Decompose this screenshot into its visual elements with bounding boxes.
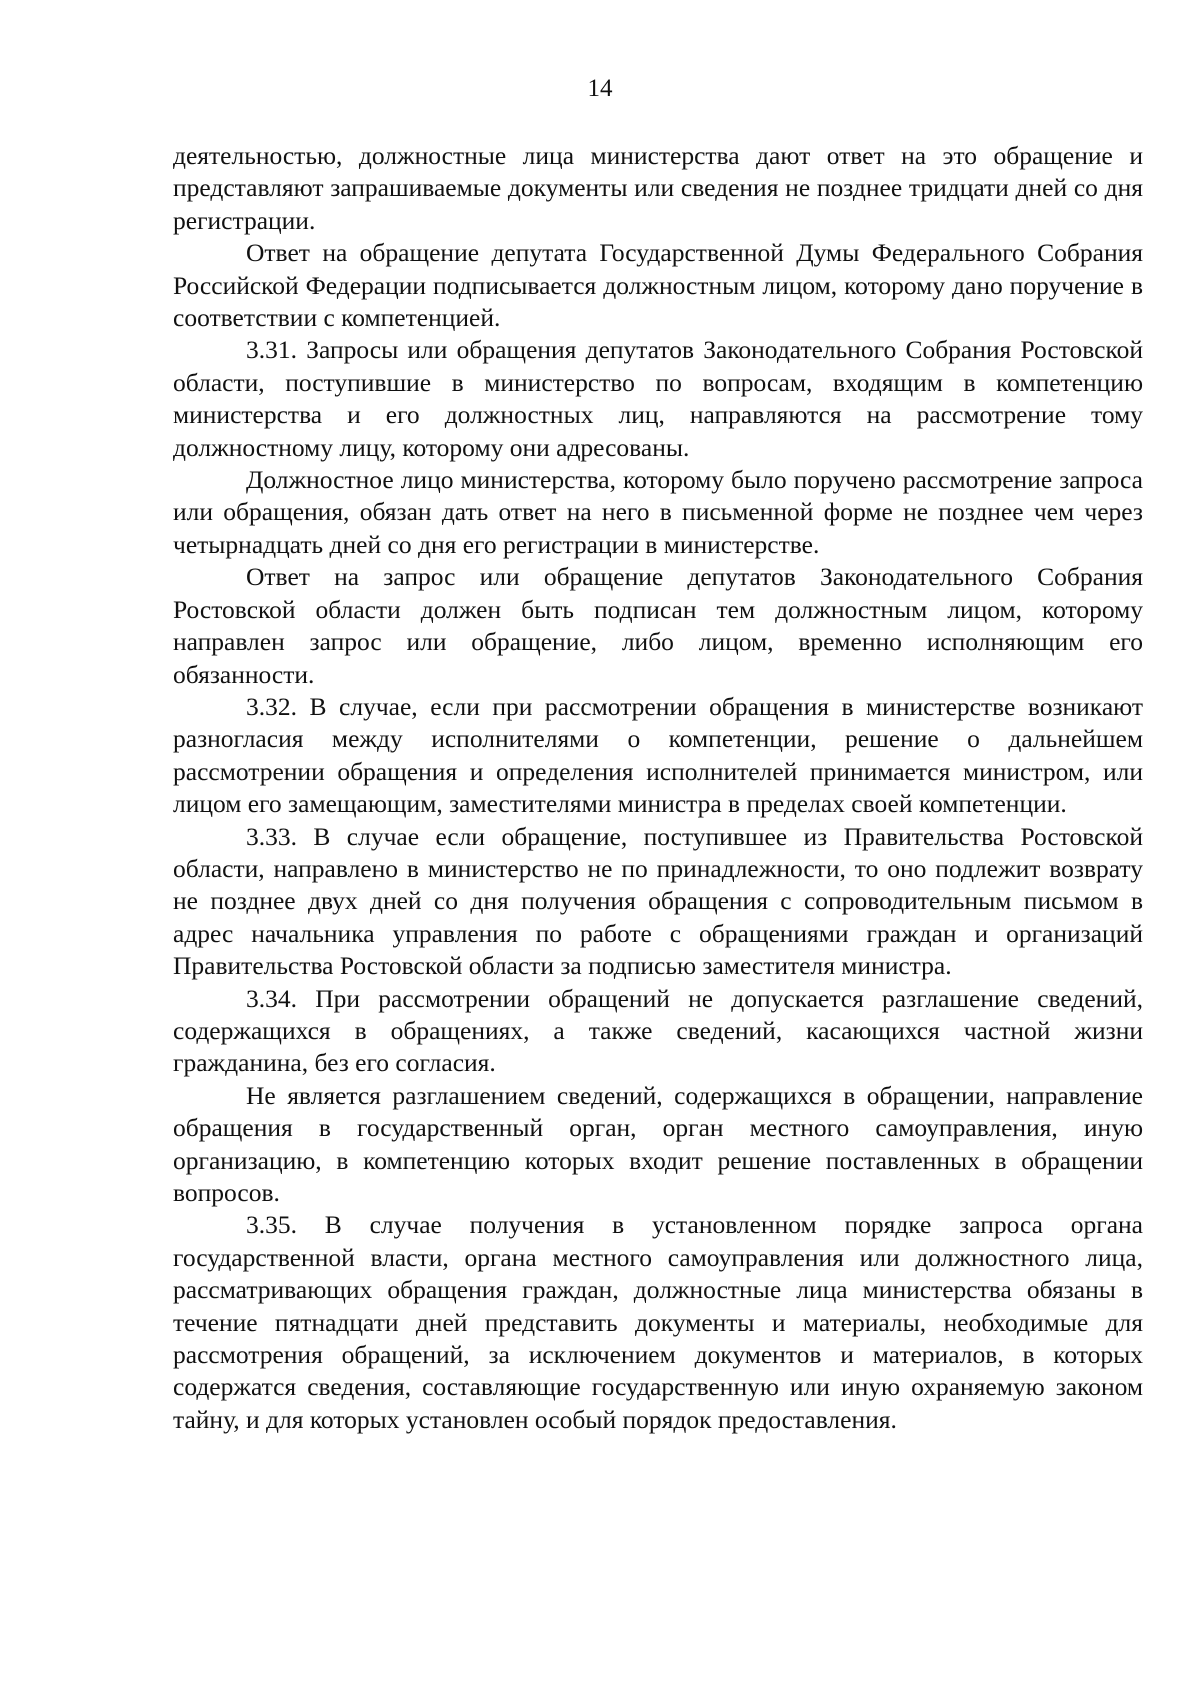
paragraph-3-32: 3.32. В случае, если при рассмотрении обращения в министерстве возникают разногласия между исполнителями о компетенции, решение о дальнейшем рассмотрении обращения и определения исполнителей принимается министром, или лицом его замещающим, заместителями министра в пределах своей компетенции. bbox=[173, 691, 1143, 819]
paragraph-duma-reply: Ответ на обращение депутата Государственной Думы Федерального Собрания Российской Федерации подписывается должностным лицом, которому дано поручение в соответствии с компетенцией. bbox=[173, 238, 1143, 333]
paragraph-3-33: 3.33. В случае если обращение, поступившее из Правительства Ростовской области, направлено в министерство не по принадлежности, то оно подлежит возврату не позднее двух дней со дня получения обращения с сопроводительным письмом в адрес начальника управления по работе с обращениями граждан и организаций Правительства Ростовской области за подписью заместителя министра. bbox=[173, 821, 1143, 981]
paragraph-3-35: 3.35. В случае получения в установленном порядке запроса органа государственной власти, органа местного самоуправления или должностного лица, рассматривающих обращения граждан, должностные лица министерства обязаны в течение пятнадцати дней представить документы и материалы, необходимые для рассмотрения обращений, за исключением документов и материалов, в которых содержатся сведения, составляющие государственную или иную охраняемую законом тайну, и для которых установлен особый порядок предоставления. bbox=[173, 1210, 1143, 1434]
paragraph-3-34: 3.34. При рассмотрении обращений не допускается разглашение сведений, содержащихся в обращениях, а также сведений, касающихся частной жизни гражданина, без его согласия. bbox=[173, 983, 1143, 1078]
paragraph-deputies-reply: Ответ на запрос или обращение депутатов Законодательного Собрания Ростовской области должен быть подписан тем должностным лицом, которому направлен запрос или обращение, либо лицом, временно исполняющим его обязанности. bbox=[173, 562, 1143, 689]
page-number: 14 bbox=[587, 75, 613, 102]
paragraph-official-obligation: Должностное лицо министерства, которому было поручено рассмотрение запроса или обращения, обязан дать ответ на него в письменной форме не позднее чем через четырнадцать дней со дня его регистрации в министерстве. bbox=[173, 465, 1143, 559]
paragraph-disclosure-exception: Не является разглашением сведений, содержащихся в обращении, направление обращения в государственный орган, орган местного самоуправления, иную организацию, в компетенцию которых входит решение поставленных в обращении вопросов. bbox=[173, 1080, 1143, 1207]
document-body bbox=[173, 140, 1143, 1436]
paragraph-continuation: деятельностью, должностные лица министерства дают ответ на это обращение и представляют запрашиваемые документы или сведения не позднее тридцати дней со дня регистрации. bbox=[173, 141, 1143, 235]
paragraph-3-31: 3.31. Запросы или обращения депутатов Законодательного Собрания Ростовской области, поступившие в министерство по вопросам, входящим в компетенцию министерства и его должностных лиц, направляются на рассмотрение тому должностному лицу, которому они адресованы. bbox=[173, 335, 1143, 462]
